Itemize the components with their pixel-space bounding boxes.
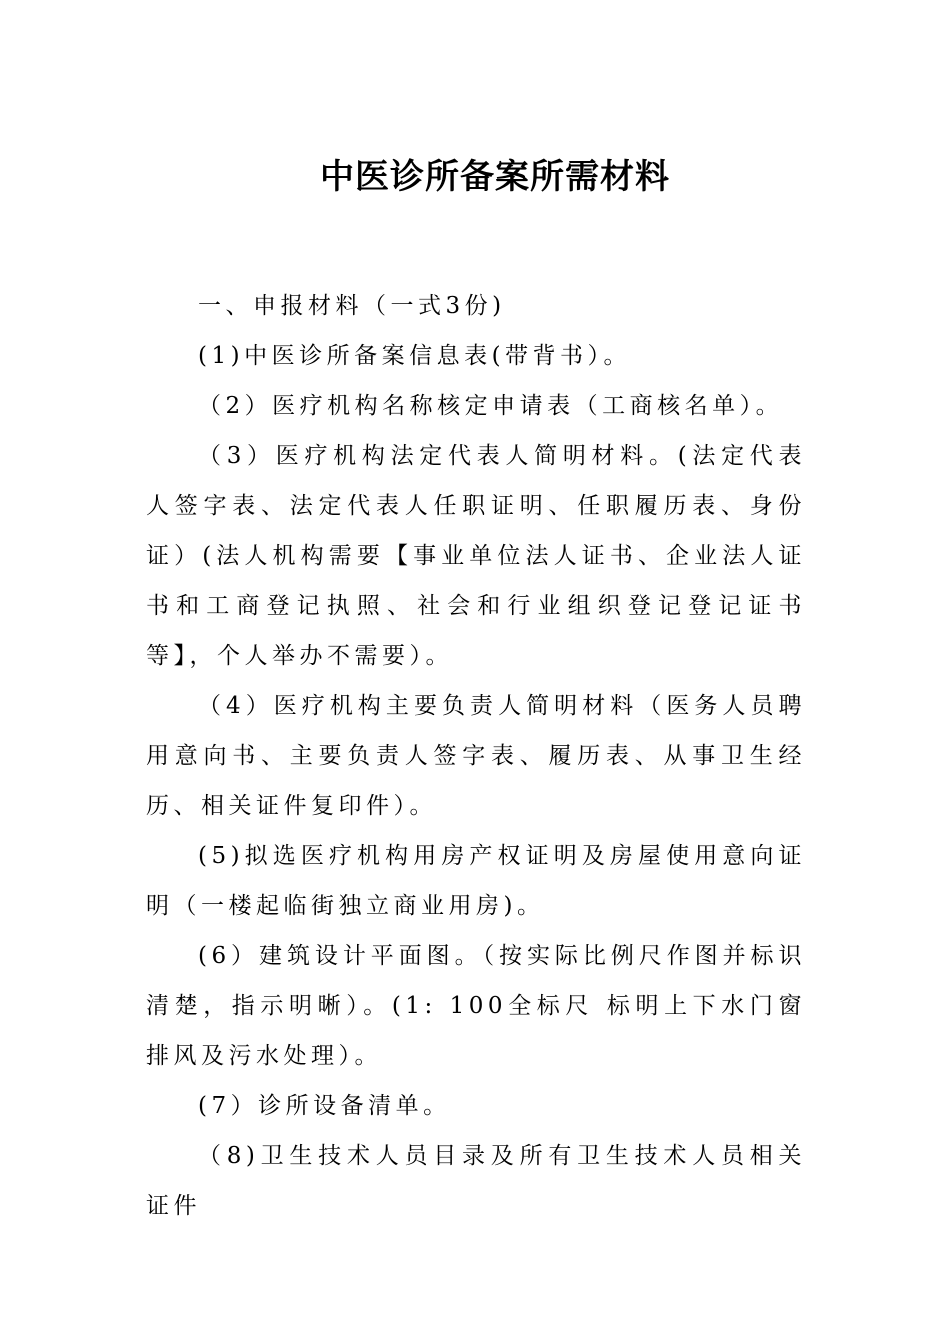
document-body	[146, 281, 806, 1231]
document-title: 中医诊所备案所需材料	[320, 157, 670, 197]
list-item: (1)中医诊所备案信息表(带背书）。	[198, 343, 632, 369]
list-item: （8)卫生技术人员目录及所有卫生技术人员相关证件	[146, 1143, 806, 1219]
list-item: (6）建筑设计平面图。（按实际比例尺作图并标识清楚，指示明晰）。(1: 100全标尺 标明上下水门窗排风及污水处理）。	[146, 943, 806, 1069]
list-item: （3）医疗机构法定代表人简明材料。(法定代表人签字表、法定代表人任职证明、任职履历表、身份证）(法人机构需要【事业单位法人证书、企业法人证书和工商登记执照、社会和行业组织登记登记证书等】，个人举办不需要）。	[146, 443, 806, 669]
list-item: (5)拟选医疗机构用房产权证明及房屋使用意向证明（一楼起临街独立商业用房)。	[146, 843, 806, 919]
section-heading: 一、申报材料（一式3份)	[198, 293, 506, 319]
list-item: （4）医疗机构主要负责人简明材料（医务人员聘用意向书、主要负责人签字表、履历表、从事卫生经历、相关证件复印件）。	[146, 693, 806, 819]
list-item: （2）医疗机构名称核定申请表（工商核名单）。	[198, 393, 784, 419]
list-item: (7）诊所设备清单。	[198, 1093, 451, 1119]
